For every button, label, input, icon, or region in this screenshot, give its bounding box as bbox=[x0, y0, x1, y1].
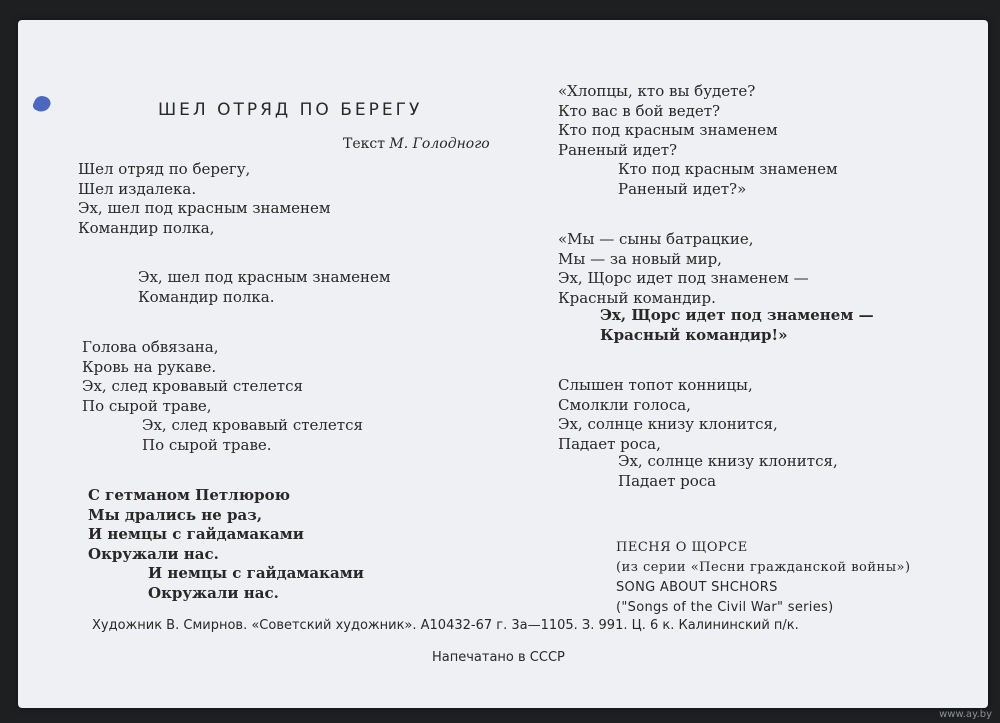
verse-line: Раненый идет? bbox=[558, 140, 678, 159]
refrain-line: Эх, солнце книзу клонится, bbox=[618, 452, 838, 470]
publisher-credits: Художник В. Смирнов. «Советский художник». А10432-67 г. 3а—1105. З. 991. Ц. 6 к. Калининский п/к. bbox=[92, 618, 799, 633]
series-en: ("Songs of the Civil War" series) bbox=[616, 600, 834, 615]
verse-line: Кто вас в бой ведет? bbox=[558, 101, 721, 120]
series-ru: (из серии «Песни гражданской войны») bbox=[616, 560, 911, 575]
refrain-line: Эх, шел под красным знаменем bbox=[138, 268, 391, 286]
verse-line: И немцы с гайдамаками bbox=[88, 525, 304, 543]
refrain-4 bbox=[558, 160, 838, 199]
refrain-line: Эх, Щорс идет под знаменем — bbox=[600, 306, 874, 324]
song-title-ru: ПЕСНЯ О ЩОРСЕ bbox=[616, 540, 748, 555]
refrain-line: Раненый идет?» bbox=[618, 179, 747, 198]
verse-line: Окружали нас. bbox=[88, 544, 219, 563]
refrain-line: Окружали нас. bbox=[148, 583, 279, 602]
refrain-line: Командир полка. bbox=[138, 287, 275, 306]
song-info-block bbox=[616, 538, 911, 618]
stanza-1 bbox=[78, 160, 331, 238]
verse-line: По сырой траве, bbox=[82, 396, 212, 415]
stanza-2 bbox=[82, 338, 303, 416]
verse-line: Эх, солнце книзу клонится, bbox=[558, 415, 778, 433]
author-prefix: Текст bbox=[343, 136, 385, 152]
printed-in-ussr: Напечатано в СССР bbox=[432, 650, 565, 665]
stanza-5 bbox=[558, 230, 809, 308]
verse-line: Шел отряд по берегу, bbox=[78, 160, 251, 178]
verse-line: Мы — за новый мир, bbox=[558, 249, 722, 268]
verse-line: Красный командир. bbox=[558, 288, 716, 307]
verse-line: «Хлопцы, кто вы будете? bbox=[558, 82, 756, 100]
refrain-6 bbox=[558, 452, 838, 491]
lyrics-author bbox=[343, 136, 490, 152]
verse-line: Эх, след кровавый стелется bbox=[82, 377, 303, 395]
refrain-2 bbox=[82, 416, 363, 455]
author-name: М. Голодного bbox=[389, 136, 490, 152]
verse-line: Командир полка, bbox=[78, 218, 215, 237]
song-title: ШЕЛ ОТРЯД ПО БЕРЕГУ bbox=[158, 100, 423, 120]
verse-line: «Мы — сыны батрацкие, bbox=[558, 230, 754, 248]
verse-line: Смолкли голоса, bbox=[558, 395, 691, 414]
verse-line: Эх, шел под красным знаменем bbox=[78, 199, 331, 217]
refrain-1 bbox=[78, 268, 391, 307]
verse-line: Эх, Щорс идет под знаменем — bbox=[558, 269, 809, 287]
verse-line: Кто под красным знаменем bbox=[558, 121, 778, 139]
song-title-en: SONG ABOUT SHCHORS bbox=[616, 580, 778, 595]
refrain-line: И немцы с гайдамаками bbox=[148, 564, 364, 582]
refrain-line: По сырой траве. bbox=[142, 435, 272, 454]
postcard bbox=[18, 20, 988, 708]
ink-blot bbox=[31, 93, 52, 114]
stanza-3 bbox=[88, 486, 304, 564]
refrain-line: Эх, след кровавый стелется bbox=[142, 416, 363, 434]
refrain-line: Кто под красным знаменем bbox=[618, 160, 838, 178]
verse-line: Слышен топот конницы, bbox=[558, 376, 753, 394]
stanza-4 bbox=[558, 82, 778, 160]
refrain-3 bbox=[88, 564, 364, 603]
refrain-line: Красный командир!» bbox=[600, 325, 788, 344]
refrain-line: Падает роса bbox=[618, 471, 717, 490]
verse-line: Шел издалека. bbox=[78, 179, 197, 198]
verse-line: Кровь на рукаве. bbox=[82, 357, 217, 376]
verse-line: С гетманом Петлюрою bbox=[88, 486, 291, 504]
verse-line: Голова обвязана, bbox=[82, 338, 219, 356]
watermark: www.ay.by bbox=[939, 709, 992, 720]
refrain-5 bbox=[568, 306, 874, 345]
verse-line: Мы дрались не раз, bbox=[88, 505, 263, 524]
stanza-6 bbox=[558, 376, 778, 454]
verse-line: Падает роса, bbox=[558, 434, 661, 453]
